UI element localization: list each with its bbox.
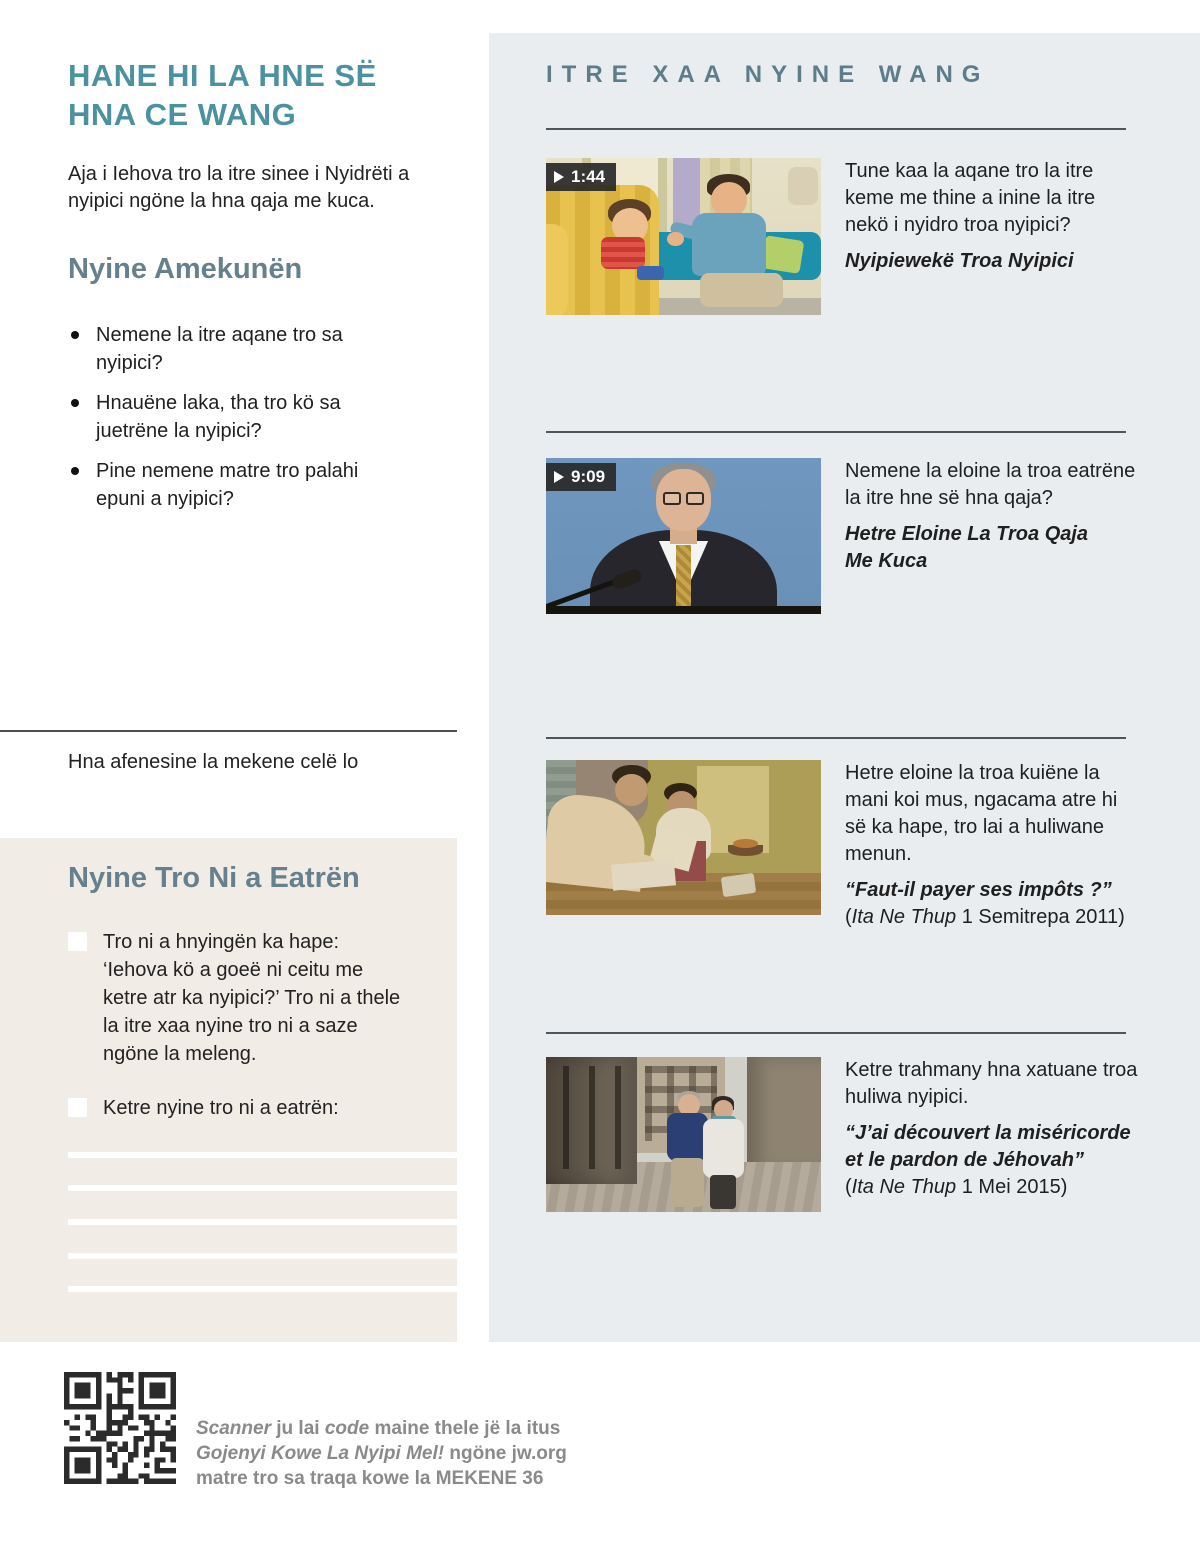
checkbox[interactable] [68,1098,87,1117]
duration-badge [546,163,616,191]
play-icon [554,471,564,483]
media-text [845,458,1141,614]
media-title: Hetre Eloine La Troa Qaja Me Kuca [845,523,1089,572]
speaker-glasses [686,492,704,504]
qr-code [64,1372,176,1484]
panel-divider [546,128,1126,130]
media-text [845,760,1141,931]
woman-pants [710,1175,736,1209]
cutline-text: Hna afenesine la mekene celë lo [68,751,359,773]
video-thumbnail-speaker[interactable] [546,458,821,614]
bullet-icon [71,467,79,475]
goal-item [68,1094,405,1122]
write-in-line[interactable] [68,1185,457,1191]
page-title [68,56,377,134]
media-text [845,158,1141,315]
scene-building [747,1057,821,1172]
write-in-line[interactable] [68,1286,457,1292]
father-legs [700,273,783,308]
review-question: Nemene la itre aqane tro sa nyipici? [68,321,386,377]
father-hand [667,232,684,246]
duration-text: 9:09 [571,467,606,486]
review-heading: Nyine Amekunën [68,253,303,285]
panel-divider [546,431,1126,433]
media-title: Nyipiewekë Troa Nyipici [845,250,1074,272]
scene-desk [546,606,821,614]
review-question-list [68,321,388,525]
qr-caption-line: Gojenyi Kowe La Nyipi Mel! ngöne jw.org [196,1443,567,1464]
media-source: (Ita Ne Thup 1 Mei 2015) [845,1176,1068,1198]
goals-heading: Nyine Tro Ni a Eatrën [68,862,360,894]
media-title: “J’ai découvert la miséricorde et le pardon de Jéhovah” [845,1122,1131,1171]
more-to-watch-panel [489,33,1200,1342]
left-column-divider [0,730,457,732]
scene-building-windows [563,1066,624,1168]
review-question: Pine nemene matre tro palahi epuni a nyipici? [68,457,386,513]
bullet-icon [71,399,79,407]
qr-caption-line: matre tro sa traqa kowe la MEKENE 36 [196,1468,544,1489]
media-item-video-1 [546,158,1141,315]
media-description: Tune kaa la aqane tro la itre keme me thine a inine la itre nekö i nyidro troa nyipici? [845,160,1096,236]
father-shirt [692,213,766,276]
write-in-line[interactable] [68,1219,457,1225]
video-thumbnail-cartoon-family[interactable] [546,158,821,315]
goal-text: Tro ni a hnyingën ka hape: ‘Iehova kö a goeë ni ceitu me ketre atr ka nyipici?’ Tro ni a thele la itre xaa nyine tro ni a saze ngöne la meleng. [103,931,401,1065]
panel-divider [546,1032,1126,1034]
speaker-glasses [663,492,681,504]
media-item-article-1 [546,760,1141,931]
write-in-line[interactable] [68,1253,457,1259]
panel-divider [546,737,1126,739]
bullet-icon [71,331,79,339]
duration-badge [546,463,616,491]
media-title: “Faut-il payer ses impôts ?” [845,879,1112,901]
media-description: Hetre eloine la troa kuiëne la mani koi mus, ngacama atre hi së ka hape, tro lai a huliwane menun. [845,762,1118,865]
write-in-line[interactable] [68,1152,457,1158]
media-source: (Ita Ne Thup 1 Semitrepa 2011) [845,906,1125,928]
speaker-tie [676,545,691,611]
media-text [845,1057,1141,1212]
checkbox[interactable] [68,932,87,951]
duration-text: 1:44 [571,167,606,186]
review-question: Hnauëne laka, tha tro kö sa juetrëne la nyipici? [68,389,386,445]
panel-heading: ITRE XAA NYINE WANG [546,61,990,88]
boy-shirt [601,237,645,270]
media-item-video-2 [546,458,1141,614]
intro-text: Aja i Iehova tro la itre sinee i Nyidrëti a nyipici ngöne la hna qaja me kuca. [68,163,410,212]
scene-armchair-arm [546,224,568,315]
article-image-paperwork [546,760,821,915]
woman-coat [703,1119,744,1178]
qr-caption [196,1416,567,1491]
media-item-article-2 [546,1057,1141,1212]
man-pants [671,1158,704,1208]
qr-caption-line: Scanner ju lai code maine thele jë la itus [196,1418,561,1439]
article-image-couple-walking [546,1057,821,1212]
boy-socks [637,266,665,280]
goals-box [0,838,457,1342]
scene-pillow [761,235,804,274]
play-icon [554,171,564,183]
goal-item [68,928,405,1068]
media-description: Ketre trahmany hna xatuane troa huliwa nyipici. [845,1059,1138,1108]
scene-lamp [788,167,818,205]
media-description: Nemene la eloine la troa eatrëne la itre hne së hna qaja? [845,460,1136,509]
goal-text: Ketre nyine tro ni a eatrën: [103,1097,339,1119]
page-title-line-1: HANE HI LA HNE SË [68,58,377,93]
sepia-tint [546,760,821,915]
page-title-line-2: HNA CE WANG [68,97,297,132]
